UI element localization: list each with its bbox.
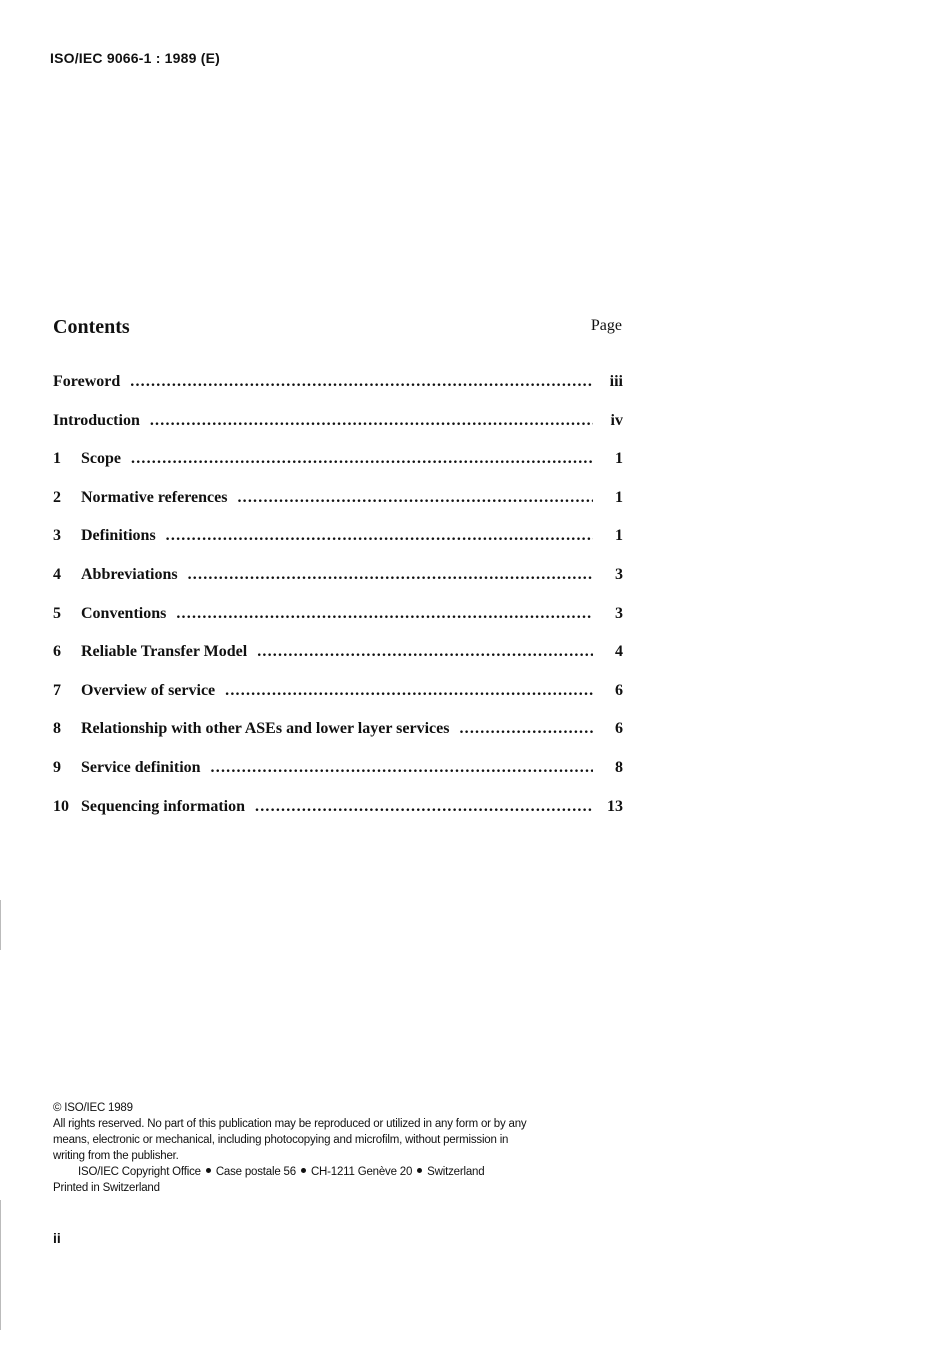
toc-entry-title: Service definition (81, 758, 201, 776)
document-reference: ISO/IEC 9066-1 : 1989 (E) (50, 50, 220, 66)
country: Switzerland (427, 1166, 485, 1178)
toc-entry-title: Abbreviations (81, 565, 178, 583)
postal-city: CH-1211 Genève 20 (310, 1166, 413, 1178)
contents-heading: Contents (53, 316, 130, 338)
bullet-icon (417, 1168, 422, 1173)
toc-entry-title: Introduction (53, 411, 140, 429)
table-of-contents (53, 373, 623, 836)
scan-edge-mark (0, 900, 1, 950)
toc-entry-title: Overview of service (81, 681, 216, 699)
toc-entry-title: Relationship with other ASEs and lower layer services (81, 720, 450, 738)
toc-entry-service-definition[interactable] (53, 759, 623, 798)
printed-in: Printed in Switzerland (53, 1182, 160, 1194)
dot-leader (237, 489, 593, 507)
toc-entry-relationship[interactable] (53, 720, 623, 759)
dot-leader (188, 566, 593, 584)
toc-entry-title: Sequencing information (81, 797, 246, 815)
dot-leader (255, 798, 593, 816)
toc-entry-page: 8 (615, 758, 623, 776)
scan-edge-mark (0, 1200, 1, 1330)
toc-entry-definitions[interactable] (53, 527, 623, 566)
toc-entry-sequencing-information[interactable] (53, 798, 623, 837)
copyright-notice (53, 1100, 593, 1196)
toc-entry-reliable-transfer-model[interactable] (53, 643, 623, 682)
toc-entry-page: 1 (615, 527, 623, 545)
rights-text-line: All rights reserved. No part of this publication may be reproduced or utilized in any form or by any (53, 1118, 527, 1130)
dot-leader (130, 373, 593, 391)
toc-entry-number: 5 (53, 604, 61, 622)
toc-entry-conventions[interactable] (53, 605, 623, 644)
dot-leader (211, 759, 593, 777)
toc-entry-title: Foreword (53, 373, 121, 390)
dot-leader (131, 450, 593, 468)
bullet-icon (206, 1168, 211, 1173)
toc-entry-number: 7 (53, 681, 61, 699)
toc-entry-introduction[interactable] (53, 412, 623, 451)
page-number: ii (53, 1230, 61, 1246)
toc-entry-page: iii (609, 373, 623, 390)
toc-entry-scope[interactable] (53, 450, 623, 489)
toc-entry-title: Scope (81, 450, 121, 468)
toc-entry-title: Reliable Transfer Model (81, 643, 248, 661)
copyright-line: © ISO/IEC 1989 (53, 1102, 133, 1114)
bullet-icon (301, 1168, 306, 1173)
toc-entry-title: Definitions (81, 527, 156, 545)
toc-entry-number: 1 (53, 450, 61, 468)
toc-entry-number: 6 (53, 643, 61, 661)
rights-text-line: writing from the publisher. (53, 1150, 179, 1162)
office-name: ISO/IEC Copyright Office (78, 1166, 201, 1178)
toc-entry-page: 3 (615, 604, 623, 622)
toc-entry-foreword[interactable] (53, 373, 623, 412)
dot-leader (150, 412, 593, 430)
toc-entry-normative-references[interactable] (53, 489, 623, 528)
toc-entry-page: 6 (615, 681, 623, 699)
toc-entry-page: 1 (615, 450, 623, 468)
toc-entry-number: 3 (53, 527, 61, 545)
toc-entry-number: 8 (53, 720, 61, 738)
toc-entry-page: 4 (615, 643, 623, 661)
copyright-office-address (53, 1164, 593, 1180)
toc-entry-page: 3 (615, 565, 623, 583)
toc-entry-title: Conventions (81, 604, 167, 622)
dot-leader (225, 682, 593, 700)
toc-entry-number: 2 (53, 488, 61, 506)
toc-entry-abbreviations[interactable] (53, 566, 623, 605)
toc-entry-page: 13 (607, 797, 623, 815)
toc-entry-number: 4 (53, 565, 61, 583)
toc-entry-number: 9 (53, 758, 61, 776)
dot-leader (257, 643, 593, 661)
page-column-label: Page (590, 317, 622, 334)
dot-leader (166, 527, 593, 545)
dot-leader (459, 720, 593, 738)
dot-leader (176, 605, 593, 623)
toc-entry-page: 6 (615, 720, 623, 738)
toc-entry-page: 1 (615, 488, 623, 506)
toc-entry-overview-of-service[interactable] (53, 682, 623, 721)
toc-entry-number: 10 (53, 797, 69, 815)
rights-text-line: means, electronic or mechanical, including photocopying and microfilm, without permission in (53, 1134, 509, 1146)
postal-box: Case postale 56 (215, 1166, 296, 1178)
toc-entry-title: Normative references (81, 488, 228, 506)
toc-entry-page: iv (610, 411, 623, 429)
